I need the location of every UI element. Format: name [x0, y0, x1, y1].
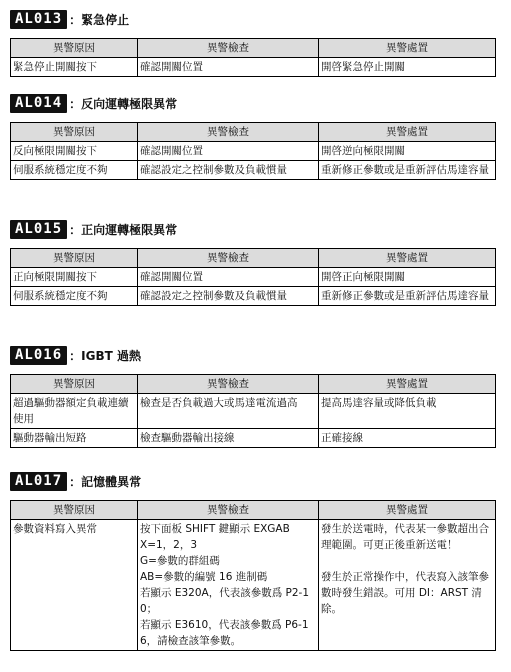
table-header-row [11, 123, 496, 142]
check-line: 按下面板 SHIFT 鍵顯示 EXGAB [140, 523, 290, 535]
alarm-title: ：IGBT 過熱 [69, 348, 141, 363]
alarm-table [10, 248, 496, 306]
check-cell: 確認開關位置 [138, 142, 319, 161]
header-check: 異警檢查 [138, 501, 319, 520]
alarm-table [10, 38, 496, 77]
table-row [11, 268, 496, 287]
action-cell: 開啓逆向極限開關 [319, 142, 496, 161]
header-action: 異警處置 [319, 501, 496, 520]
header-cause: 異警原因 [11, 123, 138, 142]
cause-cell: 參數資料寫入異常 [11, 520, 138, 651]
cause-cell: 伺服系統穩定度不夠 [11, 287, 138, 306]
cause-cell: 伺服系統穩定度不夠 [11, 161, 138, 180]
header-action: 異警處置 [319, 39, 496, 58]
cause-cell: 正向極限開關按下 [11, 268, 138, 287]
alarm-section-al013 [10, 8, 495, 77]
header-cause: 異警原因 [11, 39, 138, 58]
check-cell: 檢查驅動器輸出接線 [138, 429, 319, 448]
action-line-spacer [321, 553, 493, 569]
cause-cell: 反向極限開關按下 [11, 142, 138, 161]
alarm-heading [10, 470, 495, 492]
alarm-section-al016 [10, 344, 495, 448]
cause-cell: 超過驅動器額定負載連續使用 [11, 394, 138, 429]
header-action: 異警處置 [319, 249, 496, 268]
alarm-code-display: AL016 [10, 346, 67, 365]
alarm-heading [10, 8, 495, 30]
action-cell: 重新修正參數或是重新評估馬達容量 [319, 287, 496, 306]
alarm-code-display: AL014 [10, 94, 67, 113]
alarm-table [10, 122, 496, 180]
header-check: 異警檢查 [138, 249, 319, 268]
action-line: 發生於送電時，代表某一參數超出合理範圍。可更正後重新送電！ [321, 523, 489, 551]
table-header-row [11, 39, 496, 58]
action-cell: 開啓緊急停止開關 [319, 58, 496, 77]
header-cause: 異警原因 [11, 501, 138, 520]
header-action: 異警處置 [319, 123, 496, 142]
table-row [11, 394, 496, 429]
alarm-heading [10, 218, 495, 240]
check-cell: 確認設定之控制參數及負載慣量 [138, 161, 319, 180]
alarm-title: ：正向運轉極限異常 [69, 222, 178, 237]
alarm-table [10, 500, 496, 651]
alarm-code-display: AL013 [10, 10, 67, 29]
check-line: 若顯示 E3610，代表該參數爲 P6-16，請檢查該筆參數。 [140, 619, 309, 647]
check-line: X=1，2，3 [140, 539, 198, 551]
table-row [11, 161, 496, 180]
check-cell: 檢查是否負載過大或馬達電流過高 [138, 394, 319, 429]
action-cell: 開啓正向極限開關 [319, 268, 496, 287]
alarm-heading [10, 344, 495, 366]
table-row [11, 287, 496, 306]
table-header-row [11, 375, 496, 394]
table-header-row [11, 249, 496, 268]
alarm-code-display: AL015 [10, 220, 67, 239]
check-cell: 確認設定之控制參數及負載慣量 [138, 287, 319, 306]
header-check: 異警檢查 [138, 39, 319, 58]
action-line: 發生於正常操作中，代表寫入該筆參數時發生錯誤。可用 DI：ARST 清除。 [321, 571, 489, 615]
check-cell [138, 520, 319, 651]
table-row [11, 520, 496, 651]
alarm-section-al017 [10, 470, 495, 651]
table-header-row [11, 501, 496, 520]
check-line: G=參數的群組碼 [140, 555, 220, 567]
cause-cell: 緊急停止開關按下 [11, 58, 138, 77]
check-cell: 確認開關位置 [138, 268, 319, 287]
check-line: AB=參數的編號 16 進制碼 [140, 571, 268, 583]
action-cell [319, 520, 496, 651]
alarm-title: ：緊急停止 [69, 12, 130, 27]
alarm-section-al014 [10, 92, 495, 180]
action-cell: 正確接線 [319, 429, 496, 448]
header-check: 異警檢查 [138, 375, 319, 394]
header-cause: 異警原因 [11, 375, 138, 394]
header-check: 異警檢查 [138, 123, 319, 142]
cause-cell: 驅動器輸出短路 [11, 429, 138, 448]
action-cell: 重新修正參數或是重新評估馬達容量 [319, 161, 496, 180]
action-cell: 提高馬達容量或降低負載 [319, 394, 496, 429]
check-cell: 確認開關位置 [138, 58, 319, 77]
alarm-section-al015 [10, 218, 495, 306]
alarm-title: ：反向運轉極限異常 [69, 96, 178, 111]
check-line: 若顯示 E320A，代表該參數爲 P2-10； [140, 587, 310, 615]
alarm-heading [10, 92, 495, 114]
table-row [11, 58, 496, 77]
alarm-table [10, 374, 496, 448]
table-row [11, 142, 496, 161]
alarm-title: ：記憶體異常 [69, 474, 142, 489]
header-action: 異警處置 [319, 375, 496, 394]
alarm-code-display: AL017 [10, 472, 67, 491]
table-row [11, 429, 496, 448]
header-cause: 異警原因 [11, 249, 138, 268]
